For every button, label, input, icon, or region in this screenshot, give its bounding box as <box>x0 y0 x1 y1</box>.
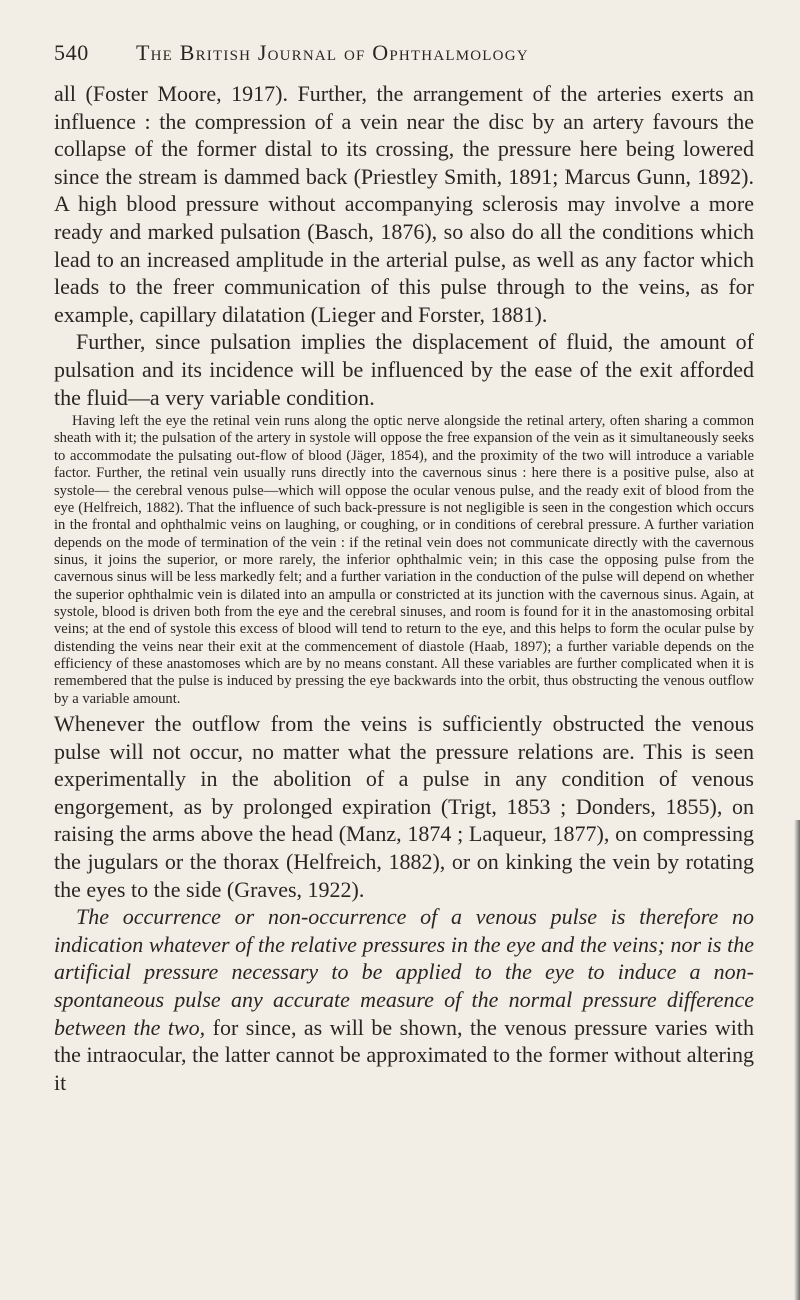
page-number: 540 <box>54 40 89 65</box>
paragraph-outflow-obstruction: Whenever the outflow from the veins is sufficiently obstructed the venous pulse will not occur, no matter what the pressure relations are. This is seen experimentally in the abolition of a pulse in any condition of venous engorgement, as by prolonged expiration (Trigt, 1853 ; Donders, 1855), on raising the arms above the head (Manz, 1874 ; Laqueur, 1877), on compressing the jugulars or the thorax (Helfreich, 1882), or on kinking the vein by rotating the eyes to the side (Graves, 1922). <box>54 710 754 902</box>
paragraph-fluid-displacement: Further, since pulsation implies the displacement of fluid, the amount of pulsation and its incidence will be influenced by the ease of the exit afforded the fluid—a very variable condition. <box>54 329 754 410</box>
paragraph-retinal-vein-course: Having left the eye the retinal vein runs along the optic nerve alongside the retinal artery, often sharing a common sheath with it; the pulsation of the artery in systole will oppose the free expansion of the vein as it simultaneously seeks to accommodate the pulsating out-flow of blood (Jäger, 1854), and the proximity of the two will introduce a variable factor. Further, the retinal vein usually runs directly into the cavernous sinus : here there is a positive pulse, also at systole— the cerebral venous pulse—which will oppose the ocular venous pulse, and the ready exit of blood from the eye (Helfreich, 1882). That the influence of such back-pressure is not negligible is seen in the congestion which occurs in the frontal and ophthalmic veins on laughing, or coughing, or in conditions of cerebral pressure. A further variation depends on the mode of termination of the vein : if the retinal vein does not communicate directly with the cavernous sinus, it joins the superior, or more rarely, the inferior ophthalmic vein; in this case the opposing pulse from the cavernous sinus will be less markedly felt; and a further variation in the conduction of the pulse will depend on whether the superior ophthalmic vein is dilated into an ampulla or constricted at its junction with the cavernous sinus. Again, at systole, blood is driven both from the eye and the cerebral sinuses, and room is found for it in the anastomosing orbital veins; at the end of systole this excess of blood will tend to return to the eye, and this helps to form the ocular pulse by distending the veins near their exit at the commencement of diastole (Haab, 1897); a further variable depends on the efficiency of these anastomoses which are by no means constant. All these variables are further complicated when it is remembered that the pulse is induced by pressing the eye backwards into the orbit, thus obstructing the venous outflow by a variable amount. <box>54 413 754 707</box>
conclusion-roman-text: for since, as will be shown, the venous pressure varies with the intraocular, the latter cannot be approximated to the former without altering it <box>54 1014 754 1095</box>
page-edge-shadow <box>794 820 800 1300</box>
running-head <box>54 40 754 80</box>
conclusion-italic-text: The occurrence or non-occurrence of a venous pulse is therefore no indication whatever of the relative pressures in the eye and the veins; nor is the artificial pressure necessary to be applied to the eye to induce a non-spontaneous pulse any accurate measure of the normal pressure difference between the two, <box>54 904 754 1040</box>
paragraph-conclusion <box>54 903 754 1096</box>
paragraph-arteries-influence: all (Foster Moore, 1917). Further, the arrangement of the arteries exerts an influence : the compression of a vein near the disc by an artery favours the collapse of the former distal to its crossing, the pressure here being lowered since the stream is dammed back (Priestley Smith, 1891; Marcus Gunn, 1892). A high blood pressure without accompanying sclerosis may involve a more ready and marked pulsation (Basch, 1876), so also do all the conditions which lead to an increased amplitude in the arterial pulse, as well as any factor which leads to the freer communication of this pulse through to the veins, as for example, capillary dilatation (Lieger and Forster, 1881). <box>54 81 754 327</box>
journal-title: The British Journal of Ophthalmology <box>136 40 529 65</box>
